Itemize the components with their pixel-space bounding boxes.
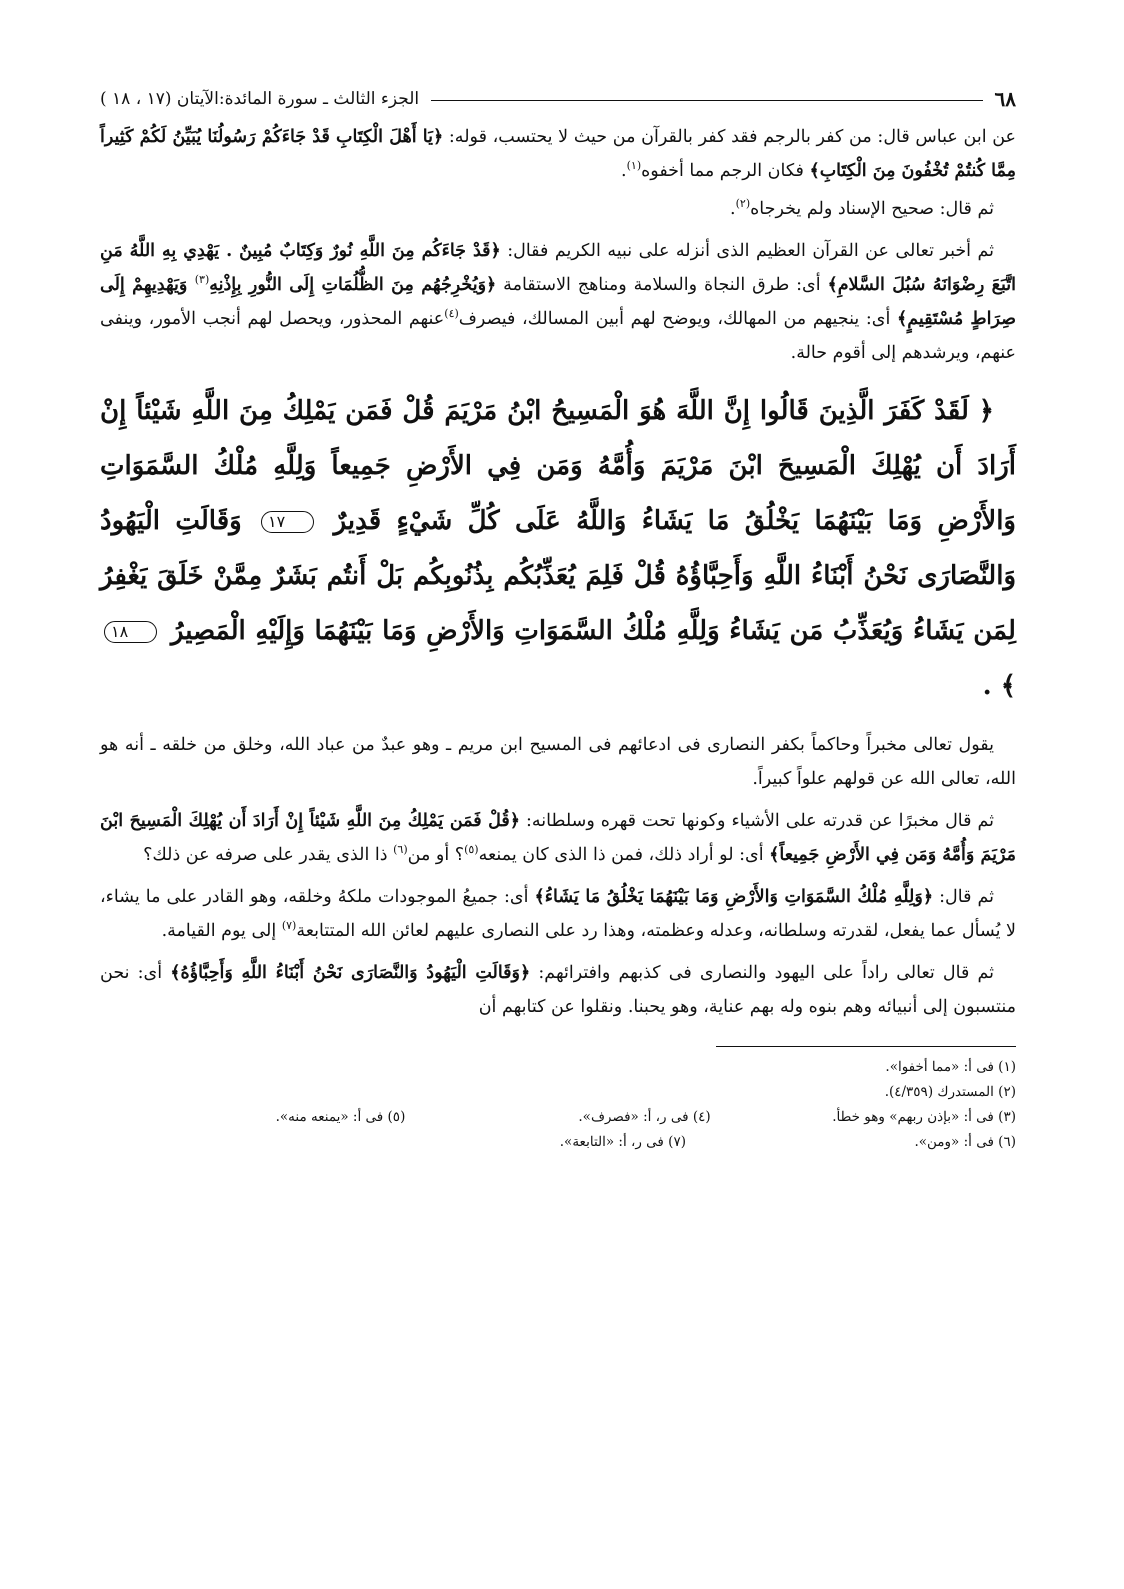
page-header	[100, 84, 1016, 114]
footnote-1: (١) فى أ: «مما أخفوا».	[885, 1059, 1016, 1075]
p3-text-2: أى: طرق النجاة والسلامة ومناهج الاستقامة	[496, 275, 828, 295]
p2-text: ثم قال: صحيح الإسناد ولم يخرجاه	[750, 199, 994, 219]
footnote-4: (٤) فى ر، أ: «فصرف».	[578, 1109, 711, 1125]
footnote-3: (٣) فى أ: «بإذن ربهم» وهو خطأ.	[832, 1109, 1016, 1125]
footnote-2: (٢) المستدرك (٤/٣٥٩).	[884, 1084, 1016, 1100]
p3-quran-quote-2: ﴿وَيُخْرِجُهُم مِنَ الظُّلُمَاتِ إِلَى النُّورِ بِإِذْنِهِ	[209, 275, 497, 295]
p7-text-2: أى: نحن منتسبون إلى أنبيائه وهم بنوه وله بهم عناية، وهو يحبنا. ونقلوا عن كتابهم أن	[100, 963, 1016, 1017]
footnote-row	[100, 1055, 1016, 1080]
p3-text: ثم أخبر تعالى عن القرآن العظيم الذى أنزله على نبيه الكريم فقال:	[500, 241, 995, 261]
footnote-7: (٧) فى ر، أ: «التابعة».	[559, 1134, 686, 1150]
footnotes	[100, 1055, 1016, 1155]
p5-text-3: ؟ أو من	[407, 845, 465, 865]
verse-18: وَقَالَتِ الْيَهُودُ وَالنَّصَارَى نَحْنُ أَبْنَاءُ اللَّهِ وَأَحِبَّاؤُهُ قُلْ فَلِمَ يُعَذِّبُكُم بِذُنُوبِكُم بَلْ أَنتُم بَشَرٌ مِمَّنْ خَلَقَ يَغْفِرُ لِمَن يَشَاءُ وَيُعَذِّبُ مَن يَشَاءُ وَلِلَّهِ مُلْكُ السَّمَوَاتِ وَالأَرْضِ وَمَا بَيْنَهُمَا وَإِلَيْهِ الْمَصِيرُ	[100, 506, 1016, 646]
paragraph-christians-claim	[100, 728, 1016, 796]
paragraph-isnad	[100, 192, 1016, 226]
verse-block	[100, 384, 1016, 714]
p6-text: ثم قال:	[933, 887, 995, 907]
footnote-ref-5[interactable]: (٥)	[464, 843, 479, 857]
p2-end: .	[730, 199, 736, 219]
paragraph-quran-light	[100, 234, 1016, 370]
ayah-marker-17: ١٧	[261, 511, 314, 533]
header-rule	[431, 100, 982, 101]
p6-text-3: إلى يوم القيامة.	[161, 921, 282, 941]
p3-text-3: أى: ينجيهم من المهالك، ويوضح لهم أبين المسالك، فيصرف	[458, 309, 897, 329]
p6-text-2: أى: جميعُ الموجودات ملكهُ وخلقه، وهو القادر على ما يشاء، لا يُسأل عما يفعل، لقدرته وسلطانه، وعدله وعظمته، وهذا رد على النصارى عليهم لعائن الله المتتابعة	[100, 887, 1016, 941]
p3-text-4: عنهم المحذور، ويحصل لهم أنجب الأمور، وينفى عنهم، ويرشدهم إلى أقوم حالة.	[100, 309, 1016, 363]
footnote-row	[100, 1080, 1016, 1105]
p1-end: .	[621, 161, 627, 181]
footnote-ref-6[interactable]: (٦)	[393, 843, 408, 857]
footnote-ref-3[interactable]: (٣)	[194, 273, 210, 287]
paragraph-power	[100, 804, 1016, 872]
p3-quran-quote-1: ﴿قَدْ جَاءَكُم مِنَ اللَّهِ نُورٌ وَكِتَابٌ مُبِينٌ . يَهْدِي بِهِ اللَّهُ مَنِ اتَّبَعَ رِضْوَانَهُ سُبُلَ السَّلامِ﴾	[100, 241, 1017, 295]
p6-quran-quote: ﴿وَلِلَّهِ مُلْكُ السَّمَوَاتِ وَالأَرْضِ وَمَا بَيْنَهُمَا يَخْلُقُ مَا يَشَاءُ﴾	[534, 887, 934, 907]
page-number: ٦٨	[994, 87, 1016, 111]
footnote-ref-1[interactable]: (١)	[626, 159, 642, 173]
footnote-6: (٦) فى أ: «ومن».	[914, 1134, 1016, 1150]
footnote-ref-4[interactable]: (٤)	[444, 307, 459, 321]
p1-text-2: فكان الرجم مما أخفوه	[641, 161, 810, 181]
verse-end: ﴾ .	[982, 671, 1016, 701]
p1-quran-quote: ﴿يَا أَهْلَ الْكِتَابِ قَدْ جَاءَكُمْ رَسُولُنَا يُبَيِّنُ لَكُمْ كَثِيراً مِمَّا كُنتُمْ تُخْفُونَ مِنَ الْكِتَابِ﴾	[100, 127, 1016, 181]
paragraph-dominion	[100, 880, 1016, 948]
p5-text-4: ذا الذى يقدر على صرفه عن ذلك؟	[143, 845, 394, 865]
p7-quran-quote: ﴿وَقَالَتِ الْيَهُودُ وَالنَّصَارَى نَحْنُ أَبْنَاءُ اللَّهِ وَأَحِبَّاؤُهُ﴾	[170, 963, 531, 983]
p7-text: ثم قال تعالى راداً على اليهود والنصارى فى كذبهم وافترائهم:	[530, 963, 994, 983]
footnote-ref-2[interactable]: (٢)	[735, 197, 751, 211]
p5-text-2: أى: لو أراد ذلك، فمن ذا الذى كان يمنعه	[478, 845, 770, 865]
p1-text: عن ابن عباس قال: من كفر بالرجم فقد كفر بالقرآن من حيث لا يحتسب، قوله:	[443, 127, 1016, 147]
paragraph-jews-christians	[100, 956, 1016, 1024]
footnote-ref-7[interactable]: (٧)	[281, 919, 297, 933]
footnote-5: (٥) فى أ: «يمنعه منه».	[275, 1109, 406, 1125]
running-title: الجزء الثالث ـ سورة المائدة:الآيتان (١٧ ، ١٨ )	[100, 89, 420, 109]
paragraph-ibn-abbas	[100, 120, 1016, 188]
p5-quran-quote: ﴿قُلْ فَمَن يَمْلِكُ مِنَ اللَّهِ شَيْئاً إِنْ أَرَادَ أَن يُهْلِكَ الْمَسِيحَ ابْنَ مَرْيَمَ وَأُمَّهُ وَمَن فِي الأَرْضِ جَمِيعاً﴾	[100, 811, 1016, 865]
footnote-row	[100, 1105, 1016, 1130]
p5-text: ثم قال مخبرًا عن قدرته على الأشياء وكونها تحت قهره وسلطانه:	[520, 811, 994, 831]
footnote-row	[100, 1130, 1016, 1155]
verse-17: ﴿ لَقَدْ كَفَرَ الَّذِينَ قَالُوا إِنَّ اللَّهَ هُوَ الْمَسِيحُ ابْنُ مَرْيَمَ قُلْ فَمَن يَمْلِكُ مِنَ اللَّهِ شَيْئاً إِنْ أَرَادَ أَن يُهْلِكَ الْمَسِيحَ ابْنَ مَرْيَمَ وَأُمَّهُ وَمَن فِي الأَرْضِ جَمِيعاً وَلِلَّهِ مُلْكُ السَّمَوَاتِ وَالأَرْضِ وَمَا بَيْنَهُمَا يَخْلُقُ مَا يَشَاءُ وَاللَّهُ عَلَى كُلِّ شَيْءٍ قَدِيرٌ	[100, 396, 1016, 536]
ayah-marker-18: ١٨	[104, 621, 157, 643]
p4-text: يقول تعالى مخبراً وحاكماً بكفر النصارى فى ادعائهم فى المسيح ابن مريم ـ وهو عبدٌ من عباد الله، وخلق من خلقه ـ أنه هو الله، تعالى الله عن قولهم علواً كبيراً.	[100, 735, 1016, 789]
p3-quran-quote-3: وَيَهْدِيهِمْ إِلَى صِرَاطٍ مُسْتَقِيمٍ﴾	[100, 275, 1016, 329]
footnote-rule	[716, 1046, 1016, 1047]
